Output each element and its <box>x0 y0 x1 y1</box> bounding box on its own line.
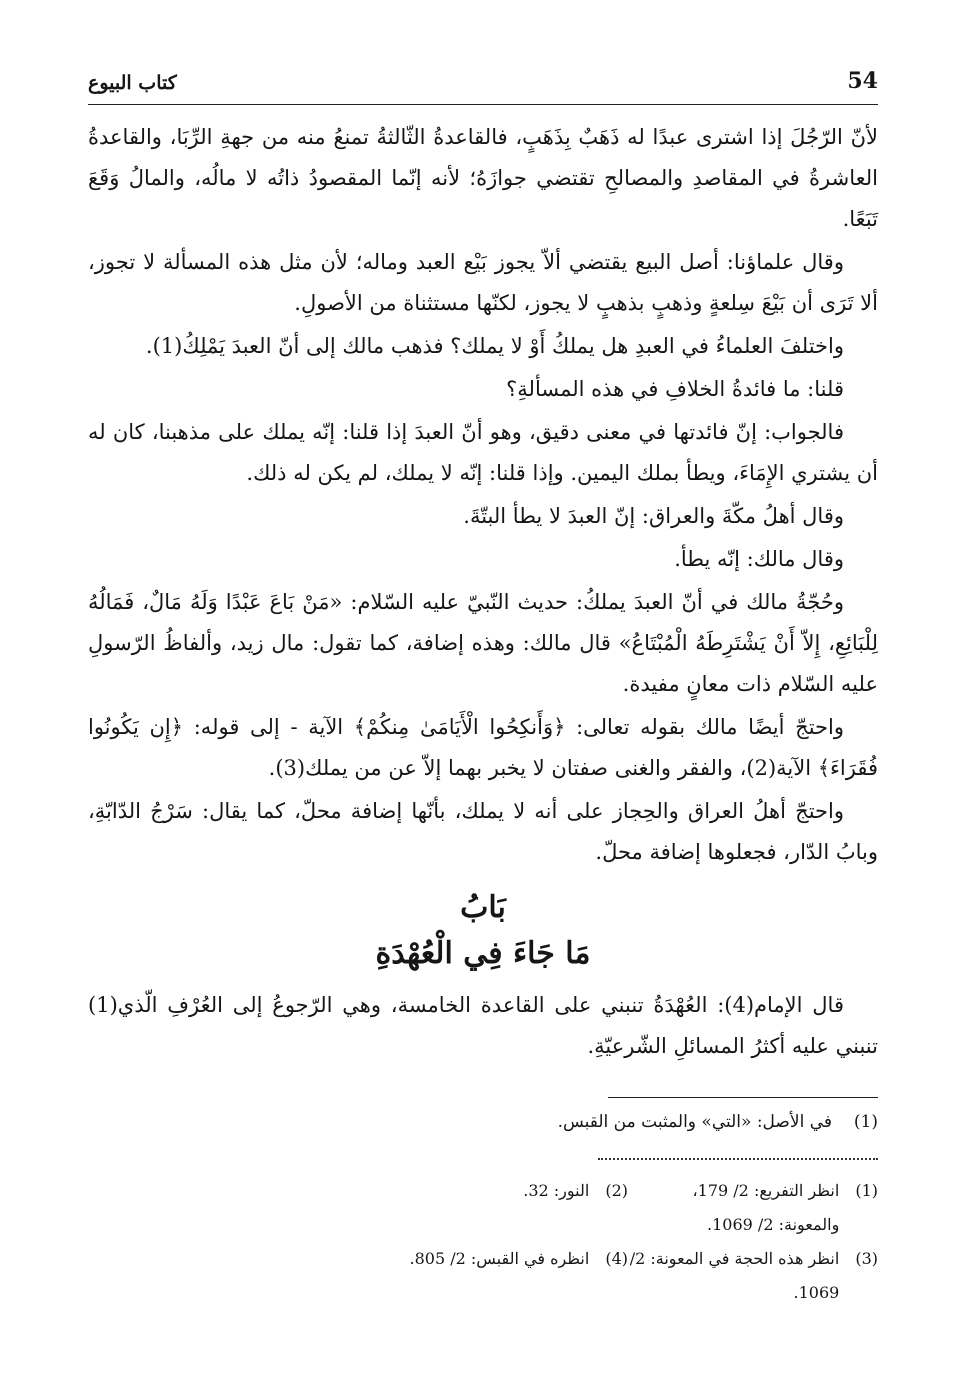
paragraph: وقال مالك: إنّه يطأ. <box>674 547 844 571</box>
paragraph: وحُجّةُ مالك في أنّ العبدَ يملكُ: حديث النّبيّ عليه السّلام: «مَنْ بَاعَ عَبْدًا وَلَهُ مَالٌ، فَمَالُهُ لِلْبَائِعِ، إِلاّ أَنْ يَشْتَرِطَهُ الْمُبْتَاعُ» قال مالك: وهذه إضافة، كما تقول: مال زيد، وألفاظُ الرّسولِ عليه السّلام ذات معانٍ مفيدة. <box>88 590 878 696</box>
footnote-number: (1) <box>853 1112 878 1132</box>
footnote-row <box>88 1242 878 1310</box>
page-header <box>88 56 878 105</box>
footnote <box>409 1242 628 1310</box>
page-number: 54 <box>847 68 878 94</box>
paragraph: واحتجّ أهلُ العراق والحِجاز على أنه لا يملك، بأنّها إضافة محلّ، كما يقال: سَرْجُ الدّابّةِ، وبابُ الدّار، فجعلوها إضافة محلّ. <box>88 799 878 864</box>
editor-footnote <box>88 1106 878 1138</box>
paragraph: وقال أهلُ مكّةَ والعراق: إنّ العبدَ لا يطأ البتّةَ. <box>463 504 844 528</box>
footnote-text: في الأصل: «التي» والمثبت من القبس. <box>557 1112 832 1132</box>
footnote-text: انظره في القبس: 2/ 805. <box>409 1249 590 1268</box>
source-footnotes <box>88 1174 878 1310</box>
footnote-separator <box>608 1097 878 1098</box>
section-subtitle: مَا جَاءَ فِي الْعُهْدَةِ <box>375 936 591 971</box>
footnote-text: انظر التفريع: 2/ 179، والمعونة: 2/ 1069. <box>692 1181 840 1234</box>
footnote <box>628 1242 878 1310</box>
paragraph: لأنّ الرّجُلَ إذا اشترى عبدًا له ذَهَبٌ بِذَهَبٍ، فالقاعدةُ الثّالثةُ تمنعُ منه من جهةِ الرِّبَا، والقاعدةُ العاشرةُ في المقاصدِ والمصالحِ تقتضي جوازَهُ؛ لأنه إنّما المقصودُ ذاتُه لا مالُه، والمالُ وَقَعَ تَبَعًا. <box>88 125 878 231</box>
footnote <box>523 1174 628 1242</box>
paragraph: قلنا: ما فائدةُ الخلافِ في هذه المسألةِ؟ <box>506 377 844 401</box>
section-paragraph: قال الإمام(4): العُهْدَةُ تنبني على القاعدة الخامسة، وهي الرّجوعُ إلى العُرْفِ الّذي(1) تنبني عليه أكثرُ المسائلِ الشّرعيّةِ. <box>88 993 878 1058</box>
footnote-number: (3) <box>855 1249 878 1268</box>
book-page <box>88 56 878 1310</box>
main-text <box>88 117 878 873</box>
dotted-separator <box>598 1158 878 1160</box>
running-head: كتاب البيوع <box>88 72 177 94</box>
paragraph: واحتجّ أيضًا مالك بقوله تعالى: ﴿وَأَنكِحُوا الْأَيَامَىٰ مِنكُمْ﴾ الآية - إلى قوله: ﴿إِن يَكُونُوا فُقَرَاءَ﴾ الآية(2)، والفقر والغنى صفتان لا يخبر بهما إلاّ عن من يملك(3). <box>88 715 878 780</box>
paragraph: واختلفَ العلماءُ في العبدِ هل يملكُ أَوْ لا يملك؟ فذهب مالك إلى أنّ العبدَ يَمْلِكُ(1). <box>145 334 844 358</box>
footnote-number: (2) <box>605 1181 628 1200</box>
paragraph: وقال علماؤنا: أصل البيع يقتضي ألاّ يجوز بَيْع العبد وماله؛ لأن مثل هذه المسألة لا تجوز، ألا تَرَى أن بَيْعَ سِلعةٍ وذهبٍ بذهبٍ لا يجوز، لكنّها مستثناة من الأصولِ. <box>88 250 878 315</box>
footnote <box>628 1174 878 1242</box>
paragraph: فالجواب: إنّ فائدتها في معنى دقيق، وهو أنّ العبدَ إذا قلنا: إنّه يملك على مذهبنا، كان له أن يشتري الإِمَاءَ، ويطأ بملك اليمين. وإذا قلنا: إنّه لا يملك، لم يكن له ذلك. <box>88 420 878 485</box>
section-title: بَابُ <box>460 890 506 925</box>
footnote-text: انظر هذه الحجة في المعونة: 2/ 1069. <box>629 1249 840 1302</box>
footnote-text: النور: 32. <box>523 1181 590 1200</box>
section-heading <box>88 885 878 977</box>
footnote-row <box>88 1174 878 1242</box>
footnote-number: (1) <box>855 1181 878 1200</box>
footnote-number: (4) <box>605 1249 628 1268</box>
